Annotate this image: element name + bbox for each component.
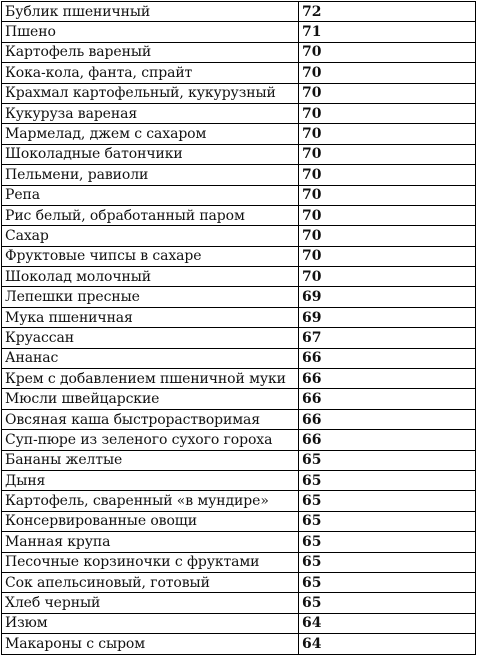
glycemic-index-cell: 70: [299, 226, 476, 246]
product-name-cell: Пельмени, равиоли: [2, 165, 299, 185]
glycemic-index-cell: 70: [299, 83, 476, 103]
table-row: [2, 348, 476, 368]
table-body: [2, 2, 476, 655]
table-row: [2, 83, 476, 103]
product-name-cell: Кукуруза вареная: [2, 103, 299, 123]
glycemic-index-cell: 72: [299, 2, 476, 22]
glycemic-index-cell: 70: [299, 124, 476, 144]
table-row: [2, 613, 476, 633]
table-row: [2, 450, 476, 470]
table-row: [2, 593, 476, 613]
glycemic-index-cell: 66: [299, 389, 476, 409]
glycemic-index-cell: 65: [299, 572, 476, 592]
glycemic-index-cell: 70: [299, 267, 476, 287]
product-name-cell: Мармелад, джем с сахаром: [2, 124, 299, 144]
glycemic-index-cell: 66: [299, 430, 476, 450]
table-row: [2, 430, 476, 450]
glycemic-index-cell: 67: [299, 328, 476, 348]
glycemic-index-cell: 64: [299, 634, 476, 654]
product-name-cell: Хлеб черный: [2, 593, 299, 613]
product-name-cell: Сахар: [2, 226, 299, 246]
glycemic-index-cell: 66: [299, 369, 476, 389]
product-name-cell: Репа: [2, 185, 299, 205]
glycemic-index-cell: 70: [299, 63, 476, 83]
glycemic-index-cell: 70: [299, 246, 476, 266]
glycemic-index-cell: 65: [299, 532, 476, 552]
product-name-cell: Ананас: [2, 348, 299, 368]
table-row: [2, 267, 476, 287]
table-row: [2, 532, 476, 552]
glycemic-index-cell: 70: [299, 144, 476, 164]
glycemic-index-cell: 69: [299, 287, 476, 307]
product-name-cell: Пшено: [2, 22, 299, 42]
glycemic-index-cell: 70: [299, 185, 476, 205]
table-row: [2, 246, 476, 266]
table-row: [2, 42, 476, 62]
table-row: [2, 124, 476, 144]
glycemic-index-cell: 66: [299, 348, 476, 368]
glycemic-index-cell: 66: [299, 409, 476, 429]
product-name-cell: Картофель вареный: [2, 42, 299, 62]
product-name-cell: Фруктовые чипсы в сахаре: [2, 246, 299, 266]
table-row: [2, 22, 476, 42]
product-name-cell: Мюсли швейцарские: [2, 389, 299, 409]
product-name-cell: Манная крупа: [2, 532, 299, 552]
product-name-cell: Картофель, сваренный «в мундире»: [2, 491, 299, 511]
table-row: [2, 389, 476, 409]
table-row: [2, 552, 476, 572]
glycemic-index-cell: 65: [299, 511, 476, 531]
product-name-cell: Дыня: [2, 470, 299, 490]
product-name-cell: Суп-пюре из зеленого сухого гороха: [2, 430, 299, 450]
product-name-cell: Кока-кола, фанта, спрайт: [2, 63, 299, 83]
glycemic-index-cell: 70: [299, 103, 476, 123]
glycemic-index-cell: 70: [299, 205, 476, 225]
glycemic-index-cell: 65: [299, 470, 476, 490]
product-name-cell: Бананы желтые: [2, 450, 299, 470]
table-row: [2, 63, 476, 83]
table-row: [2, 185, 476, 205]
table-row: [2, 165, 476, 185]
table-row: [2, 369, 476, 389]
table-row: [2, 2, 476, 22]
glycemic-index-cell: 64: [299, 613, 476, 633]
product-name-cell: Рис белый, обработанный паром: [2, 205, 299, 225]
glycemic-index-cell: 65: [299, 593, 476, 613]
product-name-cell: Крахмал картофельный, кукурузный: [2, 83, 299, 103]
product-name-cell: Крем с добавлением пшеничной муки: [2, 369, 299, 389]
table-row: [2, 226, 476, 246]
product-name-cell: Бублик пшеничный: [2, 2, 299, 22]
glycemic-index-cell: 65: [299, 450, 476, 470]
product-name-cell: Сок апельсиновый, готовый: [2, 572, 299, 592]
table-row: [2, 572, 476, 592]
table-row: [2, 287, 476, 307]
product-name-cell: Круассан: [2, 328, 299, 348]
glycemic-index-cell: 65: [299, 491, 476, 511]
glycemic-index-cell: 70: [299, 165, 476, 185]
product-name-cell: Песочные корзиночки с фруктами: [2, 552, 299, 572]
table-row: [2, 328, 476, 348]
table-row: [2, 307, 476, 327]
table-row: [2, 634, 476, 654]
glycemic-index-table: [1, 1, 476, 655]
table-row: [2, 491, 476, 511]
glycemic-index-cell: 71: [299, 22, 476, 42]
product-name-cell: Изюм: [2, 613, 299, 633]
product-name-cell: Шоколад молочный: [2, 267, 299, 287]
table-row: [2, 144, 476, 164]
table-row: [2, 205, 476, 225]
table-row: [2, 511, 476, 531]
glycemic-index-cell: 70: [299, 42, 476, 62]
glycemic-index-cell: 65: [299, 552, 476, 572]
product-name-cell: Мука пшеничная: [2, 307, 299, 327]
table-row: [2, 470, 476, 490]
product-name-cell: Лепешки пресные: [2, 287, 299, 307]
product-name-cell: Овсяная каша быстрорастворимая: [2, 409, 299, 429]
product-name-cell: Шоколадные батончики: [2, 144, 299, 164]
product-name-cell: Макароны с сыром: [2, 634, 299, 654]
table-row: [2, 409, 476, 429]
glycemic-index-cell: 69: [299, 307, 476, 327]
product-name-cell: Консервированные овощи: [2, 511, 299, 531]
table-row: [2, 103, 476, 123]
